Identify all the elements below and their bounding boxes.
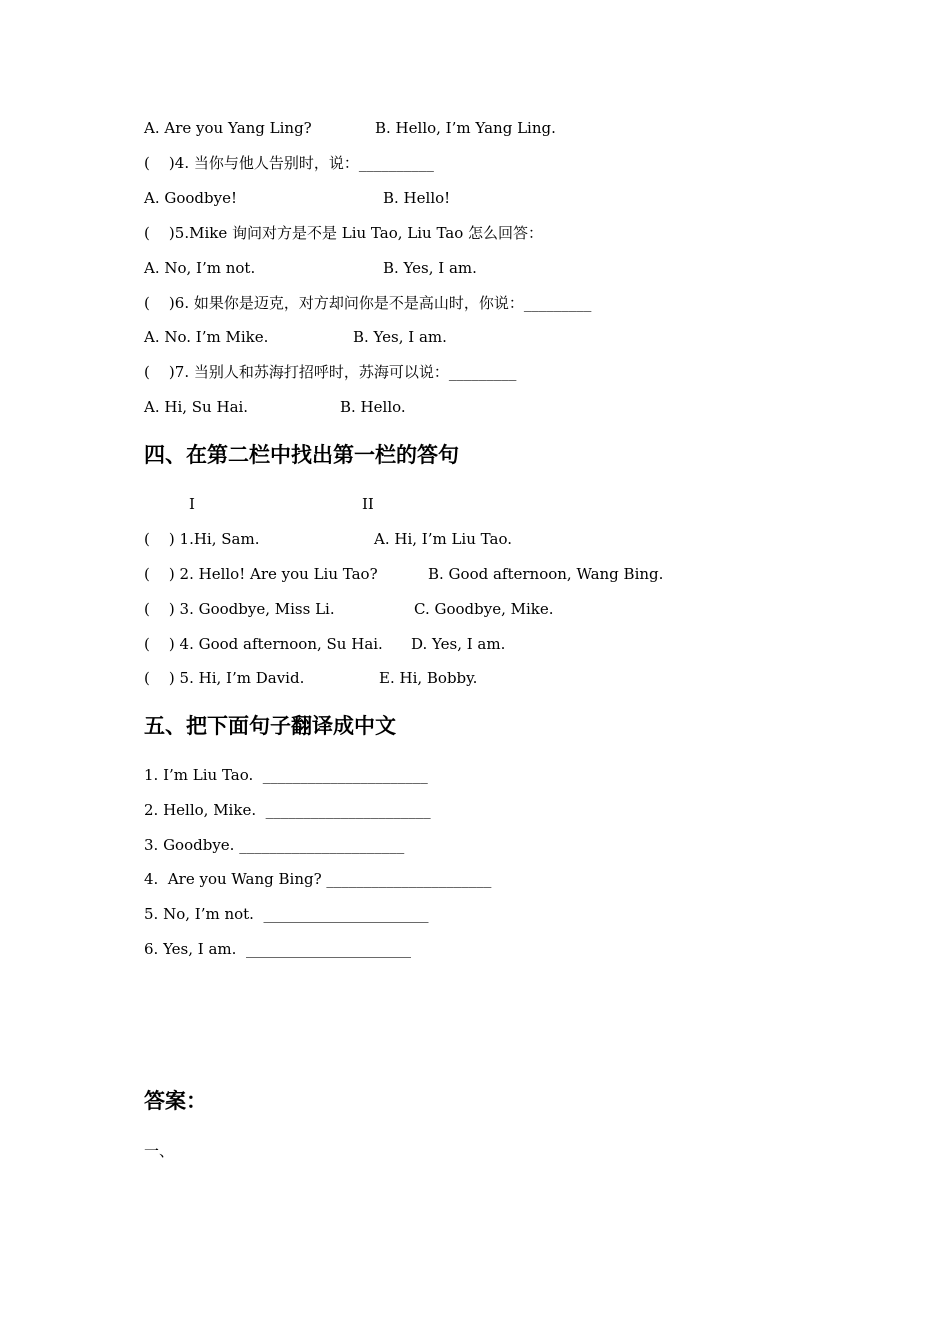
match-right-d: D. Yes, I am. (411, 635, 506, 653)
translate-item-2: 2. Hello, Mike. ______________________ (144, 801, 431, 819)
match-right-b: B. Good afternoon, Wang Bing. (428, 565, 664, 583)
q7-option-a: A. Hi, Su Hai. (144, 398, 249, 416)
answers-heading: 答案： (144, 1089, 207, 1113)
translate-item-5: 5. No, I’m not. ______________________ (144, 905, 429, 923)
q4-option-b: B. Hello! (383, 189, 451, 207)
column-ii-label: II (362, 495, 374, 513)
match-left-2: ( ) 2. Hello! Are you Liu Tao? (144, 565, 378, 583)
q6-option-a: A. No. I’m Mike. (144, 328, 269, 346)
match-left-5: ( ) 5. Hi, I’m David. (144, 669, 305, 687)
q5-option-b: B. Yes, I am. (383, 259, 477, 277)
translate-item-4: 4. Are you Wang Bing? ______________________ (144, 870, 492, 888)
question-5: ( )5.Mike 询问对方是不是 Liu Tao, Liu Tao 怎么回答： (144, 224, 544, 242)
question-7: ( )7. 当别人和苏海打招呼时，苏海可以说：_________ (144, 363, 517, 381)
q6-option-b: B. Yes, I am. (353, 328, 447, 346)
q3-option-b: B. Hello, I’m Yang Ling. (375, 119, 556, 137)
q7-option-b: B. Hello. (340, 398, 406, 416)
match-right-e: E. Hi, Bobby. (379, 669, 478, 687)
section-4-heading: 四、在第二栏中找出第一栏的答句 (144, 443, 459, 467)
section-5-heading: 五、把下面句子翻译成中文 (144, 714, 396, 738)
translate-item-1: 1. I’m Liu Tao. ______________________ (144, 766, 428, 784)
column-i-label: I (189, 495, 195, 513)
match-left-1: ( ) 1.Hi, Sam. (144, 530, 260, 548)
q4-option-a: A. Goodbye! (144, 189, 237, 207)
answers-part-1: 一、 (144, 1142, 175, 1160)
q3-option-a: A. Are you Yang Ling? (144, 119, 312, 137)
translate-item-6: 6. Yes, I am. ______________________ (144, 940, 411, 958)
match-left-3: ( ) 3. Goodbye, Miss Li. (144, 600, 335, 618)
q5-option-a: A. No, I’m not. (144, 259, 256, 277)
question-6: ( )6. 如果你是迈克，对方却问你是不是高山时，你说：_________ (144, 294, 592, 312)
match-right-c: C. Goodbye, Mike. (414, 600, 554, 618)
match-right-a: A. Hi, I’m Liu Tao. (374, 530, 512, 548)
question-4: ( )4. 当你与他人告别时，说：__________ (144, 154, 434, 172)
translate-item-3: 3. Goodbye. ______________________ (144, 836, 405, 854)
match-left-4: ( ) 4. Good afternoon, Su Hai. (144, 635, 383, 653)
